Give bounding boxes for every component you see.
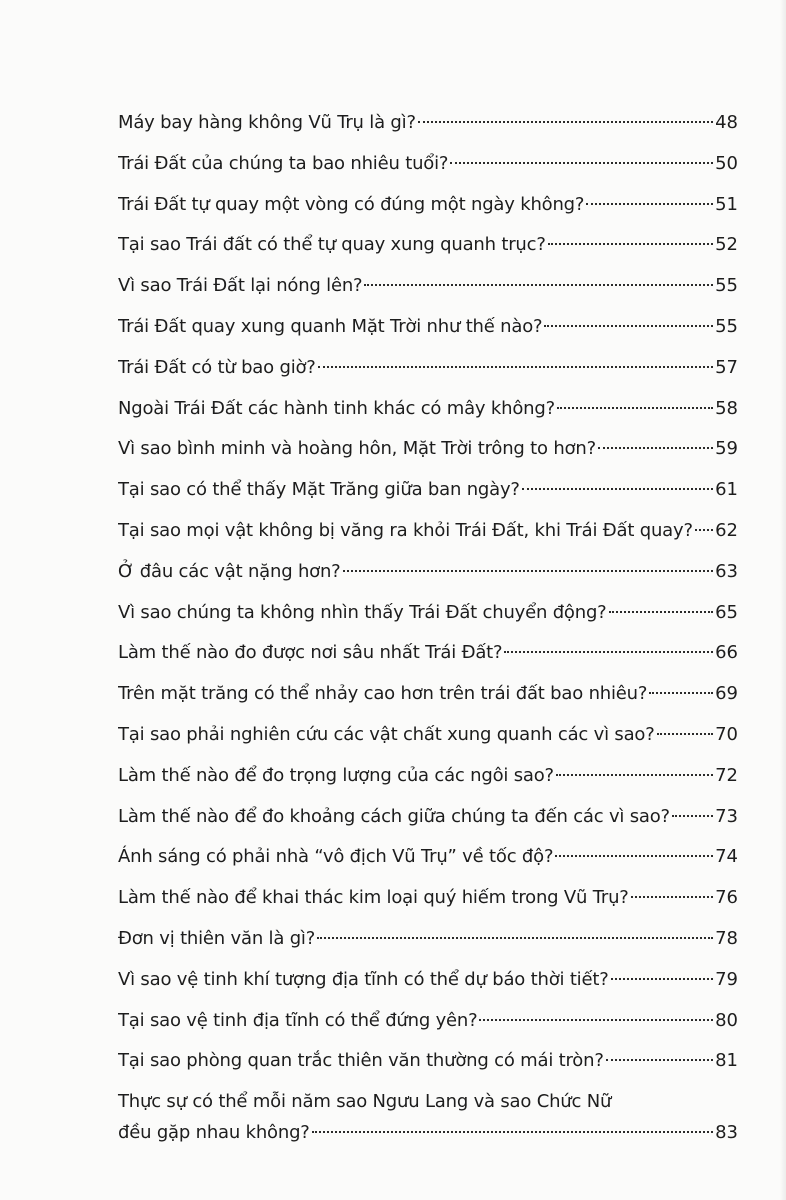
toc-leader-dots <box>555 855 713 857</box>
toc-leader-dots <box>606 1059 713 1061</box>
toc-leader-dots <box>609 611 714 613</box>
toc-leader-dots <box>695 529 713 531</box>
toc-entry-title: Trái Đất quay xung quanh Mặt Trời như thế nào? <box>118 315 543 337</box>
toc-entry-title: Trên mặt trăng có thể nhảy cao hơn trên trái đất bao nhiêu? <box>118 683 648 705</box>
toc-entry-page: 55 <box>715 315 738 337</box>
toc-leader-dots <box>672 815 713 817</box>
toc-leader-dots <box>522 488 713 490</box>
toc-entry-page: 51 <box>715 193 738 215</box>
toc-entry <box>118 103 738 144</box>
toc-entry <box>118 919 738 960</box>
toc-entry-page: 81 <box>715 1050 738 1072</box>
toc-entry <box>118 470 738 511</box>
toc-leader-dots <box>418 121 713 123</box>
toc-entry <box>118 674 738 715</box>
toc-entry-page: 78 <box>715 927 738 949</box>
toc-entry-page: 55 <box>715 275 738 297</box>
toc-entry-page: 72 <box>715 764 738 786</box>
toc-entry-page: 48 <box>715 112 738 133</box>
toc-entry <box>118 960 738 1001</box>
toc-entry-page: 83 <box>715 1122 738 1144</box>
toc-entry <box>118 552 738 593</box>
toc-entry-page: 80 <box>715 1009 738 1031</box>
toc-leader-dots <box>598 447 713 449</box>
toc-entry-line2 <box>118 1117 738 1148</box>
toc-entry-title: Tại sao có thể thấy Mặt Trăng giữa ban ngày? <box>118 479 520 501</box>
toc-entry-title: Tại sao mọi vật không bị văng ra khỏi Trái Đất, khi Trái Đất quay? <box>118 519 693 541</box>
toc-entry-page: 52 <box>715 234 738 256</box>
toc-entry <box>118 878 738 919</box>
toc-entry <box>118 593 738 634</box>
toc-entry <box>118 511 738 552</box>
toc-entry-page: 74 <box>715 846 738 868</box>
toc-leader-dots <box>548 243 713 245</box>
toc-entry <box>118 1041 738 1082</box>
toc-entry-title: Tại sao phải nghiên cứu các vật chất xung quanh các vì sao? <box>118 723 655 745</box>
toc-leader-dots <box>504 651 713 653</box>
toc-entry-page: 79 <box>715 968 738 990</box>
toc-entry-title: Làm thế nào để đo trọng lượng của các ngôi sao? <box>118 764 554 786</box>
toc-leader-dots <box>318 366 713 368</box>
toc-entry-page: 65 <box>715 601 738 623</box>
toc-entry-page: 62 <box>715 519 738 541</box>
page-edge-shadow <box>780 0 786 1200</box>
toc-entry <box>118 144 738 185</box>
toc-entry-page: 69 <box>715 683 738 705</box>
toc-entry-title: Tại sao vệ tinh địa tĩnh có thể đứng yên? <box>118 1009 478 1031</box>
toc-entry-title: Đơn vị thiên văn là gì? <box>118 927 316 949</box>
toc-entry <box>118 389 738 430</box>
toc-entry-page: 57 <box>715 356 738 378</box>
toc-entry-title: Vì sao vệ tinh khí tượng địa tĩnh có thể dự báo thời tiết? <box>118 968 609 990</box>
toc-entry-title: Trái Đất tự quay một vòng có đúng một ngày không? <box>118 193 585 215</box>
toc-entry-page: 66 <box>715 642 738 664</box>
toc-entry-page: 73 <box>715 805 738 827</box>
toc-entry-page: 61 <box>715 479 738 501</box>
toc-leader-dots <box>544 325 713 327</box>
toc-entry-page: 70 <box>715 723 738 745</box>
toc-leader-dots <box>649 692 713 694</box>
toc-entry-page: 59 <box>715 438 738 460</box>
toc-entry-page: 63 <box>715 560 738 582</box>
toc-leader-dots <box>611 978 714 980</box>
toc-entry-title: Làm thế nào để đo khoảng cách giữa chúng ta đến các vì sao? <box>118 805 670 827</box>
toc-entry-page: 50 <box>715 152 738 174</box>
toc-leader-dots <box>479 1019 713 1021</box>
toc-entry <box>118 429 738 470</box>
toc-entry <box>118 348 738 389</box>
toc-entry <box>118 185 738 226</box>
toc-leader-dots <box>317 937 713 939</box>
toc-entry-title: Tại sao Trái đất có thể tự quay xung quanh trục? <box>118 234 546 256</box>
toc-entry <box>118 307 738 348</box>
toc-entry-title: Máy bay hàng không Vũ Trụ là gì? <box>118 112 416 133</box>
toc-entry-title: Vì sao Trái Đất lại nóng lên? <box>118 275 363 297</box>
toc-entry-title: Làm thế nào đo được nơi sâu nhất Trái Đất? <box>118 642 503 664</box>
toc-leader-dots <box>364 284 713 286</box>
toc-entry-title-line2: đều gặp nhau không? <box>118 1122 310 1144</box>
toc-entry-title: Làm thế nào để khai thác kim loại quý hiếm trong Vũ Trụ? <box>118 887 629 909</box>
toc-entry-title: Trái Đất có từ bao giờ? <box>118 356 316 378</box>
toc-entry <box>118 715 738 756</box>
toc-leader-dots <box>450 162 713 164</box>
toc-entry <box>118 756 738 797</box>
toc-entry-title: Tại sao phòng quan trắc thiên văn thường có mái tròn? <box>118 1050 604 1072</box>
toc-entry <box>118 225 738 266</box>
toc-entry-page: 58 <box>715 397 738 419</box>
toc-entry-page: 76 <box>715 887 738 909</box>
toc-entry-title: Vì sao chúng ta không nhìn thấy Trái Đất chuyển động? <box>118 601 607 623</box>
toc-entry-title: Ánh sáng có phải nhà “vô địch Vũ Trụ” về tốc độ? <box>118 846 554 868</box>
toc-entry-multiline <box>118 1086 738 1148</box>
toc-entry <box>118 633 738 674</box>
toc-entry <box>118 1001 738 1042</box>
toc-entry <box>118 837 738 878</box>
toc-leader-dots <box>557 407 713 409</box>
toc-leader-dots <box>586 203 713 205</box>
toc-entry <box>118 797 738 838</box>
table-of-contents <box>118 103 738 1148</box>
toc-entry-title-line1: Thực sự có thể mỗi năm sao Ngưu Lang và sao Chức Nữ <box>118 1091 612 1113</box>
toc-leader-dots <box>657 733 714 735</box>
toc-entry-title: Ở đâu các vật nặng hơn? <box>118 560 341 582</box>
toc-leader-dots <box>312 1131 713 1133</box>
toc-leader-dots <box>343 570 714 572</box>
toc-leader-dots <box>556 774 713 776</box>
toc-entry-title: Ngoài Trái Đất các hành tinh khác có mây không? <box>118 397 555 419</box>
toc-entry-title: Vì sao bình minh và hoàng hôn, Mặt Trời trông to hơn? <box>118 438 596 460</box>
toc-leader-dots <box>631 896 713 898</box>
toc-entry <box>118 266 738 307</box>
toc-entry-title: Trái Đất của chúng ta bao nhiêu tuổi? <box>118 152 449 174</box>
